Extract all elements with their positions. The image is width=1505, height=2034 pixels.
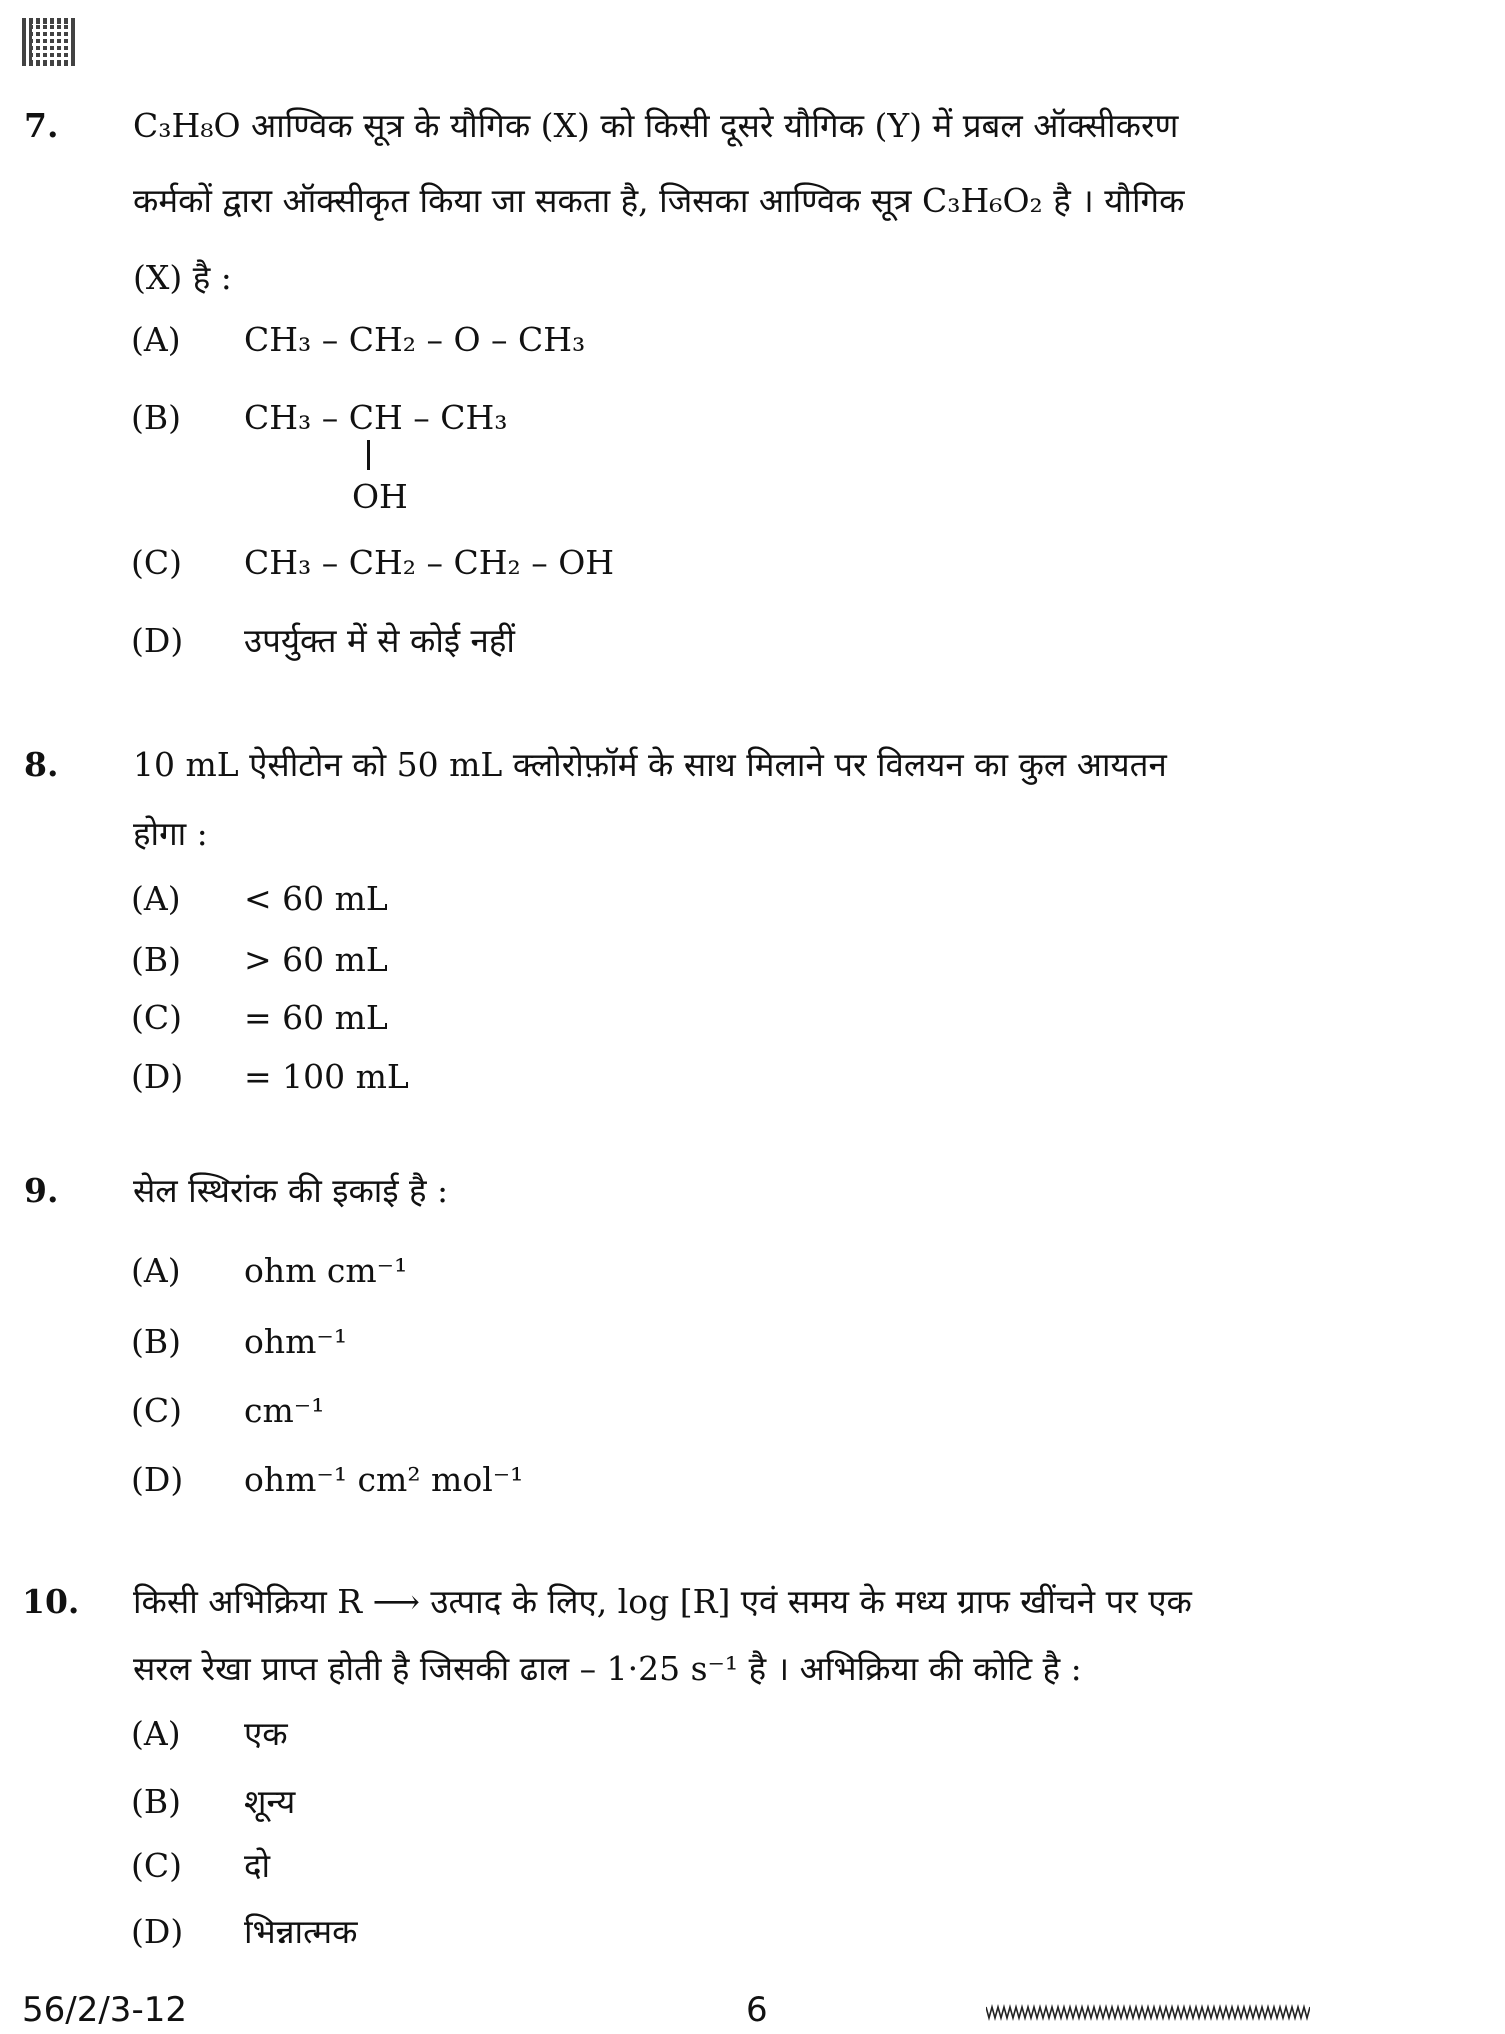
option-text: = 100 mL bbox=[244, 1057, 409, 1096]
option-label: (B) bbox=[131, 1322, 181, 1361]
option-label: (B) bbox=[131, 940, 181, 979]
option-label: (C) bbox=[131, 998, 182, 1037]
option-text: दो bbox=[244, 1846, 271, 1885]
option-label: (D) bbox=[131, 1460, 184, 1499]
option-text: CH₃ – CH₂ – O – CH₃ bbox=[244, 320, 586, 359]
option-label: (D) bbox=[131, 1057, 184, 1096]
question-text-line: किसी अभिक्रिया R ⟶ उत्पाद के लिए, log [R] एवं समय के मध्य ग्राफ खींचने पर एक bbox=[133, 1582, 1192, 1621]
option-label: (C) bbox=[131, 1846, 182, 1885]
paper-code: 56/2/3-12 bbox=[22, 1990, 187, 2030]
question-text-line: कर्मकों द्वारा ऑक्सीकृत किया जा सकता है, जिसका आण्विक सूत्र C₃H₆O₂ है । यौगिक bbox=[133, 181, 1185, 220]
option-text: एक bbox=[244, 1714, 288, 1753]
option-substituent: OH bbox=[352, 477, 408, 516]
wavy-line-decoration bbox=[986, 2003, 1310, 2021]
question-text-line: C₃H₈O आण्विक सूत्र के यौगिक (X) को किसी दूसरे यौगिक (Y) में प्रबल ऑक्सीकरण bbox=[133, 106, 1179, 145]
question-number: 8. bbox=[24, 745, 59, 784]
option-label: (C) bbox=[131, 1391, 182, 1430]
option-text: = 60 mL bbox=[244, 998, 388, 1037]
option-text: ohm⁻¹ bbox=[244, 1322, 348, 1361]
option-label: (C) bbox=[131, 543, 182, 582]
option-text: cm⁻¹ bbox=[244, 1391, 325, 1430]
option-text: उपर्युक्त में से कोई नहीं bbox=[244, 621, 515, 660]
option-label: (B) bbox=[131, 1782, 181, 1821]
option-label: (A) bbox=[131, 1714, 181, 1753]
chemical-bond-line bbox=[367, 440, 370, 470]
question-number: 10. bbox=[22, 1582, 80, 1621]
option-text: CH₃ – CH₂ – CH₂ – OH bbox=[244, 543, 615, 582]
option-label: (A) bbox=[131, 879, 181, 918]
option-text: ohm⁻¹ cm² mol⁻¹ bbox=[244, 1460, 524, 1499]
qr-code-icon bbox=[22, 18, 78, 66]
option-label: (B) bbox=[131, 398, 181, 437]
question-text-line: सरल रेखा प्राप्त होती है जिसकी ढाल – 1·25 s⁻¹ है । अभिक्रिया की कोटि है : bbox=[133, 1649, 1082, 1688]
question-text-line: होगा : bbox=[133, 814, 208, 853]
option-text: < 60 mL bbox=[244, 879, 388, 918]
option-text: भिन्नात्मक bbox=[244, 1912, 358, 1951]
page-number: 6 bbox=[746, 1990, 768, 2030]
option-label: (D) bbox=[131, 1912, 184, 1951]
option-label: (A) bbox=[131, 320, 181, 359]
question-text-line: (X) है : bbox=[133, 258, 232, 297]
question-number: 7. bbox=[24, 106, 59, 145]
question-text-line: 10 mL ऐसीटोन को 50 mL क्लोरोफ़ॉर्म के साथ मिलाने पर विलयन का कुल आयतन bbox=[133, 745, 1167, 784]
option-text: > 60 mL bbox=[244, 940, 388, 979]
option-text: CH₃ – CH – CH₃ bbox=[244, 398, 508, 437]
option-text: शून्य bbox=[244, 1782, 296, 1821]
question-text-line: सेल स्थिरांक की इकाई है : bbox=[133, 1171, 449, 1210]
option-label: (D) bbox=[131, 621, 184, 660]
option-label: (A) bbox=[131, 1251, 181, 1290]
question-number: 9. bbox=[24, 1171, 59, 1210]
option-text: ohm cm⁻¹ bbox=[244, 1251, 408, 1290]
